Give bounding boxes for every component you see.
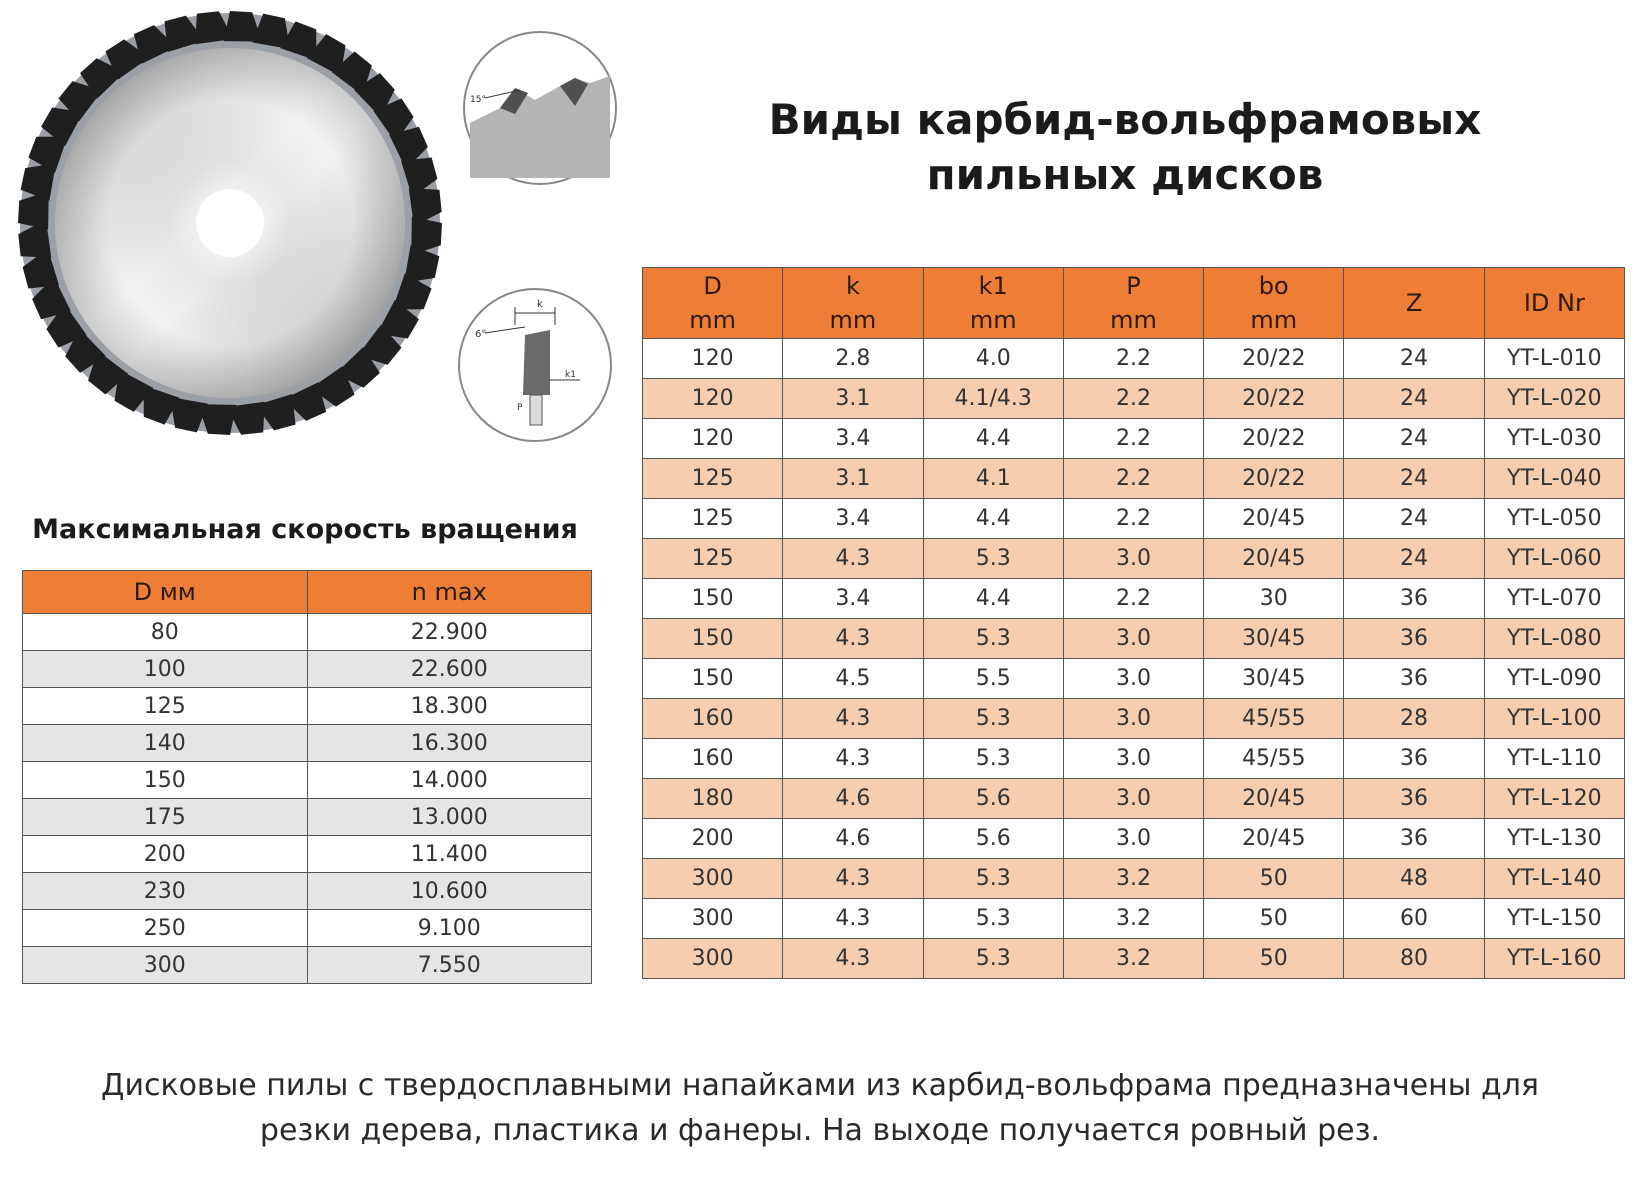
spec-cell-bo: 20/45 [1204,539,1344,579]
spec-cell-p: 3.0 [1063,659,1203,699]
spec-row [643,699,1625,739]
spec-cell-id: YT-L-140 [1484,859,1624,899]
spec-cell-bo: 30/45 [1204,619,1344,659]
spec-cell-d: 125 [643,539,783,579]
speed-cell-n: 9.100 [307,910,592,947]
spec-cell-p: 3.0 [1063,779,1203,819]
spec-cell-bo: 20/45 [1204,499,1344,539]
speed-header-d: D мм [23,571,308,614]
spec-cell-p: 3.0 [1063,739,1203,779]
spec-header-k1: k1 mm [923,268,1063,339]
spec-cell-id: YT-L-160 [1484,939,1624,979]
angle-side-label: 6° [475,329,487,340]
spec-header-bo: bo mm [1204,268,1344,339]
speed-cell-n: 22.900 [307,614,592,651]
spec-row [643,899,1625,939]
spec-cell-z: 60 [1344,899,1484,939]
title-line-1: Виды карбид-вольфрамовых [768,95,1482,144]
spec-row [643,859,1625,899]
speed-row [23,614,592,651]
spec-cell-k1: 5.6 [923,819,1063,859]
spec-cell-k1: 5.3 [923,539,1063,579]
spec-cell-k1: 4.4 [923,579,1063,619]
spec-cell-bo: 50 [1204,939,1344,979]
spec-row [643,939,1625,979]
speed-cell-d: 150 [23,762,308,799]
spec-cell-bo: 20/45 [1204,779,1344,819]
spec-cell-bo: 20/22 [1204,339,1344,379]
spec-cell-bo: 45/55 [1204,739,1344,779]
spec-cell-id: YT-L-010 [1484,339,1624,379]
speed-row [23,836,592,873]
spec-cell-z: 36 [1344,579,1484,619]
spec-cell-z: 36 [1344,819,1484,859]
spec-cell-d: 180 [643,779,783,819]
spec-table [642,267,1625,979]
spec-cell-d: 160 [643,739,783,779]
speed-cell-n: 18.300 [307,688,592,725]
page-title [760,92,1490,202]
spec-cell-id: YT-L-060 [1484,539,1624,579]
spec-cell-z: 24 [1344,419,1484,459]
spec-cell-id: YT-L-020 [1484,379,1624,419]
footer-line-1: Дисковые пилы с твердосплавными напайками из карбид-вольфрама предназначены для [101,1068,1539,1103]
speed-table-title: Максимальная скорость вращения [32,514,578,545]
spec-cell-p: 3.2 [1063,899,1203,939]
spec-cell-p: 2.2 [1063,379,1203,419]
spec-row [643,779,1625,819]
speed-header-nmax: n max [307,571,592,614]
spec-cell-k: 4.6 [783,819,923,859]
spec-row [643,339,1625,379]
spec-cell-id: YT-L-090 [1484,659,1624,699]
speed-cell-n: 11.400 [307,836,592,873]
spec-row [643,499,1625,539]
spec-cell-k1: 5.5 [923,659,1063,699]
p-label: P [517,403,523,413]
spec-cell-k1: 4.1/4.3 [923,379,1063,419]
spec-cell-bo: 30/45 [1204,659,1344,699]
speed-cell-n: 14.000 [307,762,592,799]
speed-row [23,762,592,799]
spec-cell-k1: 5.3 [923,859,1063,899]
spec-cell-id: YT-L-070 [1484,579,1624,619]
spec-cell-bo: 45/55 [1204,699,1344,739]
k1-label: k1 [565,370,576,380]
spec-cell-d: 150 [643,619,783,659]
speed-row [23,651,592,688]
speed-cell-d: 250 [23,910,308,947]
spec-header-id: ID Nr [1484,268,1624,339]
spec-row [643,419,1625,459]
spec-row [643,539,1625,579]
spec-cell-k: 3.4 [783,419,923,459]
spec-cell-k: 2.8 [783,339,923,379]
spec-cell-k: 4.3 [783,939,923,979]
spec-cell-z: 48 [1344,859,1484,899]
tooth-profile-diagram [455,285,615,445]
speed-cell-d: 200 [23,836,308,873]
spec-cell-k: 4.3 [783,699,923,739]
spec-cell-id: YT-L-100 [1484,699,1624,739]
spec-cell-p: 3.0 [1063,699,1203,739]
spec-cell-k1: 4.1 [923,459,1063,499]
speed-table [22,570,592,984]
spec-cell-z: 36 [1344,619,1484,659]
spec-row [643,459,1625,499]
spec-cell-k1: 4.4 [923,499,1063,539]
spec-cell-z: 24 [1344,539,1484,579]
spec-cell-k: 4.6 [783,779,923,819]
spec-cell-id: YT-L-120 [1484,779,1624,819]
spec-cell-id: YT-L-080 [1484,619,1624,659]
spec-cell-k: 3.4 [783,499,923,539]
spec-header-z: Z [1344,268,1484,339]
spec-row [643,619,1625,659]
spec-cell-id: YT-L-130 [1484,819,1624,859]
spec-cell-z: 80 [1344,939,1484,979]
spec-cell-d: 125 [643,459,783,499]
spec-cell-d: 120 [643,419,783,459]
saw-blade-image [10,5,450,445]
spec-cell-d: 300 [643,859,783,899]
speed-cell-d: 175 [23,799,308,836]
spec-cell-k: 3.1 [783,379,923,419]
spec-cell-id: YT-L-040 [1484,459,1624,499]
spec-cell-k1: 5.3 [923,619,1063,659]
spec-row [643,659,1625,699]
k-label: k [537,299,543,310]
spec-cell-d: 150 [643,579,783,619]
speed-row [23,947,592,984]
spec-cell-k: 4.3 [783,899,923,939]
spec-cell-bo: 20/45 [1204,819,1344,859]
spec-cell-d: 160 [643,699,783,739]
spec-cell-bo: 20/22 [1204,379,1344,419]
spec-cell-bo: 50 [1204,899,1344,939]
title-line-2: пильных дисков [926,150,1324,199]
spec-cell-z: 24 [1344,459,1484,499]
spec-header-d: D mm [643,268,783,339]
spec-header-row [643,268,1625,339]
spec-cell-k: 3.4 [783,579,923,619]
spec-cell-z: 36 [1344,779,1484,819]
spec-row [643,739,1625,779]
spec-cell-k1: 5.3 [923,739,1063,779]
spec-cell-p: 2.2 [1063,339,1203,379]
spec-cell-p: 3.2 [1063,859,1203,899]
spec-cell-k1: 5.6 [923,779,1063,819]
spec-row [643,579,1625,619]
speed-row [23,910,592,947]
speed-cell-d: 100 [23,651,308,688]
spec-cell-k1: 4.0 [923,339,1063,379]
spec-cell-p: 2.2 [1063,499,1203,539]
spec-cell-z: 24 [1344,339,1484,379]
spec-cell-bo: 20/22 [1204,419,1344,459]
spec-row [643,379,1625,419]
speed-row [23,799,592,836]
spec-cell-z: 24 [1344,499,1484,539]
speed-row [23,725,592,762]
spec-cell-id: YT-L-150 [1484,899,1624,939]
speed-cell-d: 230 [23,873,308,910]
spec-cell-k: 4.3 [783,739,923,779]
tooth-angle-diagram [460,28,620,188]
speed-cell-n: 10.600 [307,873,592,910]
spec-cell-k: 3.1 [783,459,923,499]
spec-header-k: k mm [783,268,923,339]
spec-cell-p: 3.0 [1063,819,1203,859]
footer-line-2: резки дерева, пластика и фанеры. На выходе получается ровный рез. [259,1113,1381,1148]
spec-cell-p: 2.2 [1063,579,1203,619]
spec-cell-k1: 5.3 [923,899,1063,939]
spec-cell-d: 125 [643,499,783,539]
spec-cell-k1: 5.3 [923,699,1063,739]
speed-cell-n: 13.000 [307,799,592,836]
spec-cell-bo: 20/22 [1204,459,1344,499]
spec-cell-p: 3.0 [1063,619,1203,659]
speed-cell-n: 16.300 [307,725,592,762]
spec-cell-p: 2.2 [1063,459,1203,499]
spec-cell-z: 28 [1344,699,1484,739]
spec-cell-z: 36 [1344,659,1484,699]
spec-cell-id: YT-L-050 [1484,499,1624,539]
spec-cell-d: 200 [643,819,783,859]
spec-header-p: P mm [1063,268,1203,339]
spec-cell-k1: 5.3 [923,939,1063,979]
spec-row [643,819,1625,859]
spec-cell-bo: 50 [1204,859,1344,899]
speed-row [23,688,592,725]
spec-cell-k: 4.5 [783,659,923,699]
spec-cell-k: 4.3 [783,859,923,899]
spec-cell-bo: 30 [1204,579,1344,619]
spec-cell-p: 2.2 [1063,419,1203,459]
spec-cell-id: YT-L-110 [1484,739,1624,779]
speed-cell-d: 80 [23,614,308,651]
spec-cell-z: 36 [1344,739,1484,779]
speed-cell-d: 140 [23,725,308,762]
spec-cell-k: 4.3 [783,539,923,579]
speed-cell-n: 22.600 [307,651,592,688]
spec-cell-d: 120 [643,379,783,419]
footer-description [40,1063,1600,1153]
spec-cell-d: 120 [643,339,783,379]
speed-cell-d: 300 [23,947,308,984]
spec-cell-p: 3.2 [1063,939,1203,979]
speed-header-row [23,571,592,614]
spec-cell-id: YT-L-030 [1484,419,1624,459]
spec-cell-z: 24 [1344,379,1484,419]
speed-cell-d: 125 [23,688,308,725]
speed-cell-n: 7.550 [307,947,592,984]
angle-top-label: 15° [470,95,486,105]
spec-cell-p: 3.0 [1063,539,1203,579]
speed-row [23,873,592,910]
spec-cell-d: 300 [643,939,783,979]
spec-cell-d: 300 [643,899,783,939]
spec-cell-k1: 4.4 [923,419,1063,459]
spec-cell-d: 150 [643,659,783,699]
spec-cell-k: 4.3 [783,619,923,659]
